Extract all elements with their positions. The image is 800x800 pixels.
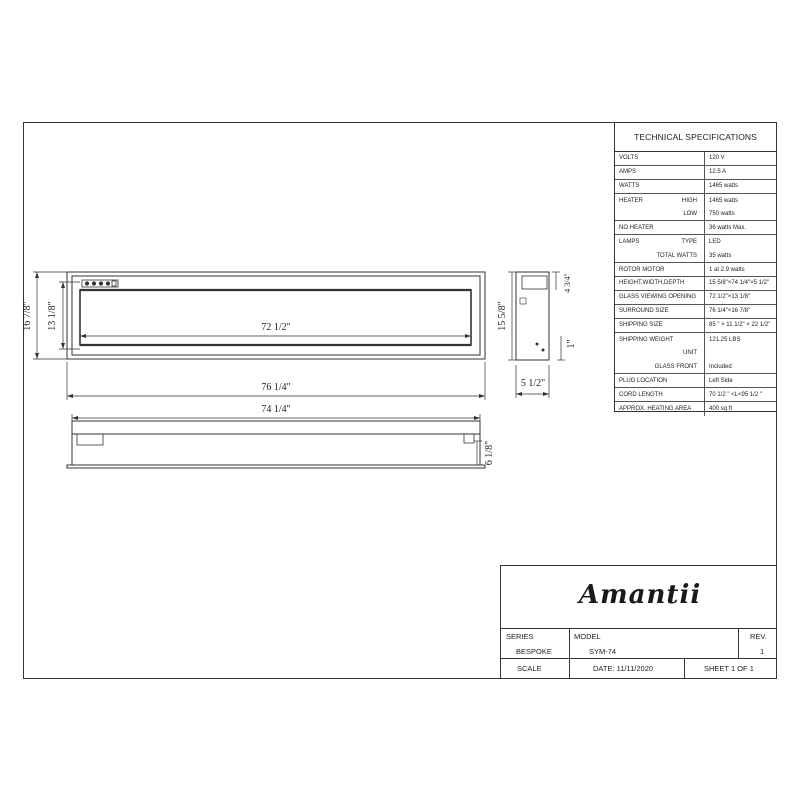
front-dim-lines [33, 272, 485, 422]
spec-table-title: TECHNICAL SPECIFICATIONS [615, 123, 776, 152]
spec-key [615, 277, 705, 290]
spec-value: 121.25 LBS [709, 336, 741, 343]
spec-key [615, 180, 705, 193]
spec-key-label: VOLTS [619, 155, 639, 162]
spec-key-label: LAMPS [619, 239, 640, 246]
spec-key [615, 166, 705, 179]
rev-label: REV. [750, 632, 767, 641]
dim-side-height: 15 5/8" [497, 301, 508, 331]
spec-value: 85 " × 11 1/2" × 22 1/2" [709, 322, 771, 329]
top-view [67, 421, 485, 468]
spec-key-label: NO HEATER [619, 224, 654, 231]
spec-key [615, 152, 705, 165]
spec-row [615, 277, 776, 291]
spec-row [615, 263, 776, 277]
dim-glass-height: 13 1/8" [47, 301, 58, 331]
spec-key [615, 374, 705, 387]
spec-key-label: HEATER [619, 197, 643, 204]
spec-value: 36 watts Max. [709, 224, 747, 231]
front-view-glass [80, 290, 471, 345]
spec-key-sub: TYPE [681, 239, 697, 246]
dim-side-bottom-offset: 1" [566, 339, 577, 349]
series-value: BESPOKE [516, 647, 552, 656]
spec-row [615, 291, 776, 305]
series-label: SERIES [506, 632, 534, 641]
spec-key-label: HEIGHT,WIDTH,DEPTH [619, 280, 685, 287]
spec-value: 400 sq ft [709, 405, 733, 412]
spec-key-sub: HIGH [682, 197, 697, 204]
spec-key [615, 221, 705, 234]
spec-key-label: SHIPPING SIZE [619, 322, 663, 329]
dim-top-view-depth: 6 1/8" [484, 440, 495, 466]
spec-value: LED [709, 239, 721, 246]
spec-key [615, 319, 705, 332]
spec-key-sub: TOTAL WATTS [656, 252, 697, 259]
spec-key [615, 235, 705, 249]
spec-key-label: GLASS VIEWING OPENING [619, 294, 697, 301]
spec-key [615, 263, 705, 276]
spec-value: 70 1/2 " <L<95 1/2 " [709, 391, 762, 398]
spec-key [615, 305, 705, 318]
spec-value [705, 346, 776, 360]
spec-table [614, 122, 777, 412]
spec-row [615, 166, 776, 180]
sheet-value: SHEET 1 OF 1 [704, 664, 754, 673]
spec-row [615, 374, 776, 388]
spec-key [615, 249, 705, 262]
control-buttons [82, 280, 118, 287]
spec-row [615, 346, 776, 360]
spec-row [615, 221, 776, 235]
spec-key [615, 194, 705, 208]
spec-key [615, 208, 705, 221]
spec-key-label: SURROUND SIZE [619, 308, 669, 315]
scale-label: SCALE [517, 664, 542, 673]
title-block [500, 565, 777, 679]
spec-key [615, 360, 705, 373]
spec-key-label: AMPS [619, 169, 637, 176]
spec-row [615, 402, 776, 416]
spec-row [615, 305, 776, 319]
spec-row [615, 194, 776, 208]
spec-value: 1465 watts [709, 197, 739, 204]
spec-key [615, 388, 705, 401]
spec-row [615, 180, 776, 194]
spec-key-label: APPROX. HEATING AREA [619, 405, 692, 412]
front-view-frame [72, 276, 480, 355]
spec-value: 72 1/2"×13 1/8" [709, 294, 751, 301]
dim-unit-width: 74 1/4" [261, 404, 291, 415]
model-value: SYM-74 [589, 647, 617, 656]
dim-overall-height: 16 7/8" [22, 301, 33, 331]
spec-key-label: PLUG LOCATION [619, 377, 668, 384]
spec-value: 1465 watts [709, 183, 739, 190]
spec-key-label: ROTOR MOTOR [619, 266, 665, 273]
spec-key-label: WATTS [619, 183, 640, 190]
spec-row [615, 208, 776, 222]
spec-value: 12.5 A [709, 169, 727, 176]
spec-key-sub: UNIT [683, 350, 697, 357]
spec-key [615, 346, 705, 360]
date-value: DATE: 11/11/2020 [593, 664, 654, 673]
spec-key [615, 291, 705, 304]
dim-glass-width: 72 1/2" [261, 322, 291, 333]
model-label: MODEL [574, 632, 601, 641]
spec-row [615, 152, 776, 166]
spec-row [615, 360, 776, 374]
dim-side-depth: 5 1/2" [520, 378, 546, 389]
spec-key-label: CORD LENGTH [619, 391, 663, 398]
spec-key-sub: GLASS FRONT [654, 363, 697, 370]
spec-value: 750 watts [709, 211, 735, 217]
spec-value: 120 V [709, 155, 725, 162]
spec-value: 76 1/4"×16 7/8" [709, 308, 751, 315]
brand-logo [501, 566, 776, 629]
spec-value: 35 watts [709, 252, 732, 259]
spec-key-sub: LOW [683, 211, 697, 217]
rev-value: 1 [760, 647, 765, 656]
spec-row [615, 388, 776, 402]
spec-value: Included [709, 363, 732, 370]
spec-value: Left Side [709, 377, 733, 384]
spec-row [615, 249, 776, 263]
spec-key-label: SHIPPING WEIGHT [619, 336, 674, 343]
dim-surround-width: 76 1/4" [261, 382, 291, 393]
spec-row [615, 333, 776, 347]
spec-row [615, 235, 776, 249]
dim-side-top-offset: 4 3/4" [563, 273, 572, 293]
spec-row [615, 319, 776, 333]
spec-value: 15 5/8"×74 1/4"×5 1/2" [709, 280, 770, 287]
logo-text: Amantii [579, 580, 702, 610]
spec-key [615, 402, 705, 416]
spec-key [615, 333, 705, 347]
spec-value: 1 at 2.9 watts [709, 266, 745, 273]
spec-table-rows [615, 152, 776, 416]
